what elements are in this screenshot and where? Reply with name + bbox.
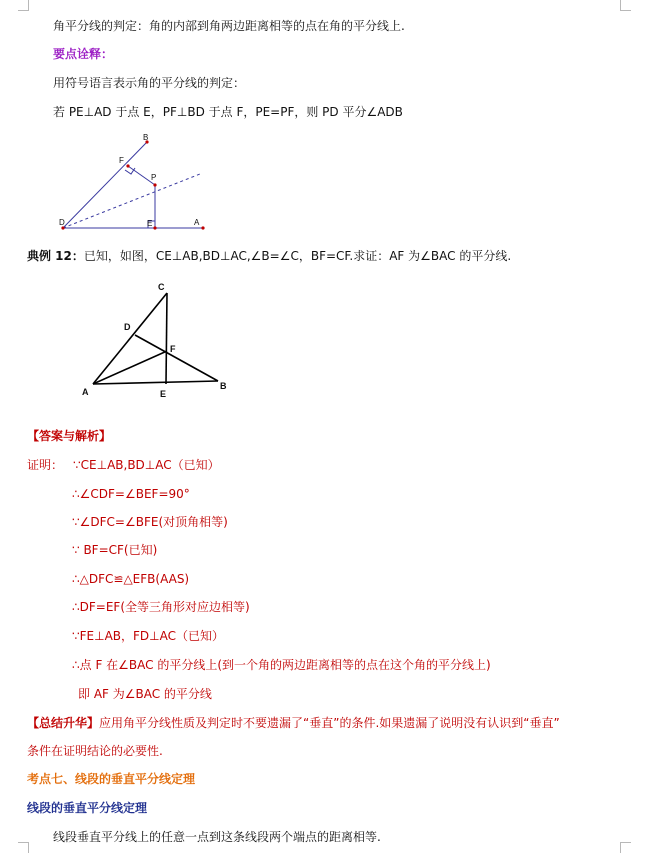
line-DB: [63, 142, 147, 228]
page-corner-mark: [18, 0, 29, 11]
theorem-statement: 线段垂直平分线上的任意一点到这条线段两个端点的距离相等.: [53, 830, 381, 844]
page-corner-mark: [620, 0, 631, 11]
line-AC: [93, 293, 167, 384]
proof-step-6: ∴DF=EF(全等三角形对应边相等): [72, 600, 250, 614]
summary-continued: 条件在证明结论的必要性.: [27, 744, 163, 758]
proof-label: 证明：: [27, 458, 64, 472]
label-D: D: [59, 218, 65, 227]
label-C: C: [158, 282, 165, 292]
proof-step-1-text: ∵CE⊥AB,BD⊥AC（已知）: [73, 458, 220, 472]
section-heading-7: 考点七、线段的垂直平分线定理: [27, 772, 196, 786]
proof-conclusion: 即 AF 为∠BAC 的平分线: [78, 687, 212, 701]
symbol-language-intro: 用符号语言表示角的平分线的判定：: [53, 76, 246, 90]
answer-heading: 【答案与解析】: [27, 429, 112, 443]
right-angle-F: [125, 168, 135, 174]
theorem-text: 角平分线的判定：角的内部到角两边距离相等的点在角的平分线上.: [53, 19, 405, 33]
proof-step-8: ∴点 F 在∠BAC 的平分线上(到一个角的两边距离相等的点在这个角的平分线上): [72, 658, 491, 672]
label-B: B: [143, 133, 149, 142]
summary-label: 【总结升华】: [27, 716, 100, 730]
proof-step-5: ∴△DFC≌△EFB(AAS): [72, 572, 190, 586]
line-CE: [166, 293, 167, 384]
label-A: A: [82, 387, 89, 397]
symbol-language-statement: 若 PE⊥AD 于点 E，PF⊥BD 于点 F，PE=PF，则 PD 平分∠ADB: [53, 105, 403, 119]
line-BD: [135, 335, 218, 381]
label-A: A: [194, 218, 200, 227]
triangle-figure: [78, 278, 238, 403]
proof-step-1: [27, 457, 220, 473]
example-12: [27, 248, 511, 264]
proof-step-7: ∵FE⊥AB，FD⊥AC（已知）: [72, 629, 224, 643]
page-corner-mark: [620, 842, 631, 853]
label-D: D: [124, 322, 131, 332]
example-statement: 已知，如图，CE⊥AB,BD⊥AC,∠B=∠C，BF=CF.求证：AF 为∠BAC 的平分线.: [83, 249, 512, 263]
proof-step-2: ∴∠CDF=∠BEF=90°: [72, 487, 190, 501]
proof-step-4: ∵ BF=CF(已知): [72, 543, 158, 557]
label-B: B: [220, 381, 227, 391]
key-points-heading: 要点诠释：: [53, 47, 114, 61]
label-E: E: [160, 389, 167, 399]
bisector-DP: [63, 174, 200, 228]
line-AB: [93, 381, 218, 384]
line-AF: [93, 351, 167, 384]
label-P: P: [151, 173, 157, 182]
angle-bisector-figure: [55, 130, 205, 235]
label-F: F: [170, 344, 176, 354]
proof-step-3: ∵∠DFC=∠BFE(对顶角相等): [72, 515, 228, 529]
summary-text: 应用角平分线性质及判定时不要遗漏了“垂直”的条件.如果遗漏了说明没有认识到“垂直”: [99, 716, 560, 730]
example-label: 典例 12：: [27, 249, 84, 263]
page-corner-mark: [18, 842, 29, 853]
label-F: F: [119, 156, 124, 165]
label-E: E: [147, 219, 153, 228]
theorem-heading: 线段的垂直平分线定理: [27, 801, 148, 815]
summary: [27, 715, 560, 731]
